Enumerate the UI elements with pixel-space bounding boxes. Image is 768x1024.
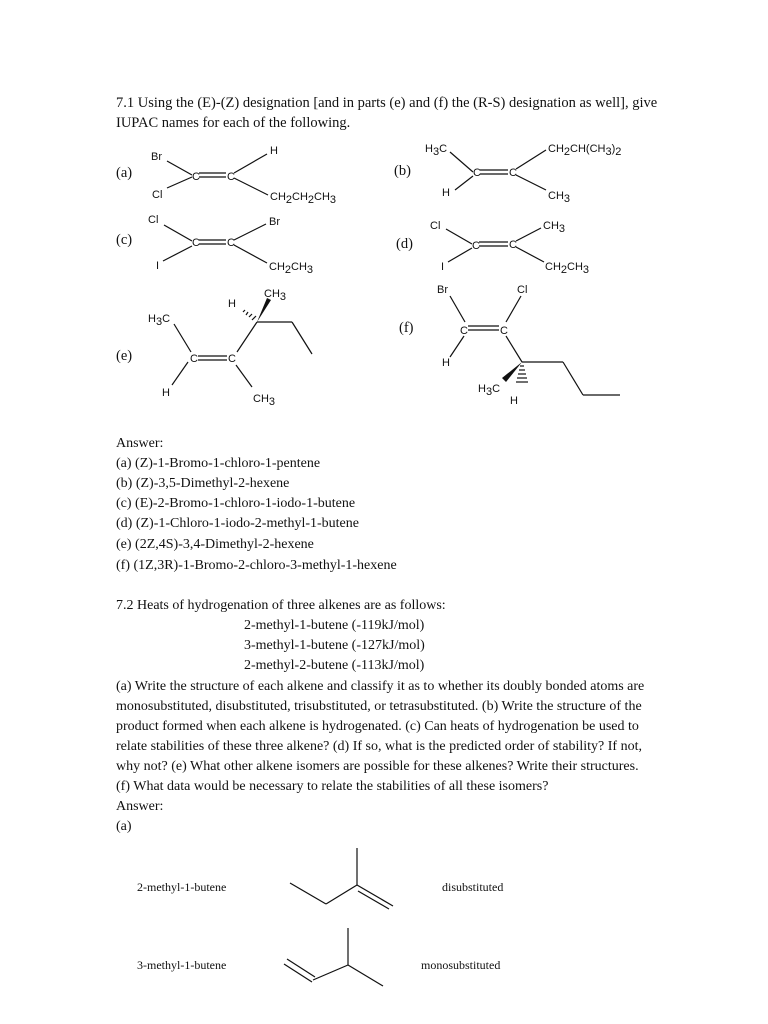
alkene-name: 2-methyl-1-butene [137, 880, 227, 894]
svg-text:H3C: H3C [425, 143, 448, 158]
q72-alkene-2: 3-methyl-1-butene (-127kJ/mol) [244, 638, 425, 653]
svg-text:CH3: CH3 [543, 220, 566, 235]
answer-e: (e) (2Z,4S)-3,4-Dimethyl-2-hexene [116, 537, 314, 552]
carbon-label: C [509, 167, 517, 179]
hydrogen-label: H [270, 145, 278, 157]
hydrogen-label: H [228, 298, 236, 310]
q71-answer-heading: Answer: [116, 436, 164, 451]
svg-text:CH3: CH3 [548, 190, 571, 205]
part-label-e: (e) [116, 348, 133, 364]
chloro-label: Cl [430, 220, 441, 232]
hydrogen-label: H [510, 395, 518, 407]
chloro-label: Cl [517, 284, 528, 296]
structure-e [140, 282, 340, 412]
part-label-c: (c) [116, 232, 133, 248]
classification: disubstituted [442, 880, 504, 894]
svg-text:CH2CH3: CH2CH3 [269, 261, 314, 276]
svg-text:CH3: CH3 [264, 288, 287, 303]
structure-a [140, 140, 360, 210]
structure-2-methyl-1-butene [290, 845, 400, 905]
svg-text:H3C: H3C [148, 313, 171, 328]
carbon-label: C [473, 167, 481, 179]
hashed-bond [243, 310, 256, 320]
q72-alkene-3: 2-methyl-2-butene (-113kJ/mol) [244, 658, 425, 673]
bromo-label: Br [437, 284, 448, 296]
carbon-label: C [228, 353, 236, 365]
part-label-a: (a) [116, 165, 133, 181]
svg-text:CH2CH2CH3: CH2CH2CH3 [270, 191, 337, 206]
carbon-label: C [472, 240, 480, 252]
structure-b [420, 138, 650, 208]
answer-b: (b) (Z)-3,5-Dimethyl-2-hexene [116, 476, 290, 491]
iodo-label: I [156, 260, 160, 272]
answer-a: (a) (Z)-1-Bromo-1-chloro-1-pentene [116, 456, 321, 471]
hashed-bond [516, 366, 528, 382]
answer-d: (d) (Z)-1-Chloro-1-iodo-2-methyl-1-butene [116, 516, 359, 531]
q72-prompt: 7.2 Heats of hydrogenation of three alkenes are as follows: [116, 598, 446, 613]
q72-alkene-1: 2-methyl-1-butene (-119kJ/mol) [244, 618, 425, 633]
iodo-label: I [441, 261, 445, 273]
carbon-label: C [192, 171, 200, 183]
q72-question-line: (a) Write the structure of each alkene and classify it as to whether its doubly bonded atoms are [116, 679, 645, 694]
classification: monosubstituted [421, 958, 501, 972]
structure-f [420, 280, 650, 410]
carbon-label: C [227, 237, 235, 249]
part-label-d: (d) [396, 236, 413, 252]
svg-text:CH2CH3: CH2CH3 [545, 261, 590, 276]
hydrogen-label: H [442, 187, 450, 199]
q72-part-label: (a) [116, 819, 132, 834]
carbon-label: C [509, 239, 517, 251]
carbon-label: C [460, 325, 468, 337]
hydrogen-label: H [162, 387, 170, 399]
structure-d [420, 212, 650, 282]
part-label-f: (f) [399, 320, 414, 336]
chloro-label: Cl [152, 189, 163, 201]
q72-answer-heading: Answer: [116, 799, 164, 814]
alkene-name: 3-methyl-1-butene [137, 958, 227, 972]
q72-question-line: (f) What data would be necessary to relate the stabilities of all these isomers? [116, 779, 549, 794]
structure-c [140, 210, 360, 280]
answer-c: (c) (E)-2-Bromo-1-chloro-1-iodo-1-butene [116, 496, 356, 511]
part-label-b: (b) [394, 163, 411, 179]
answer-f: (f) (1Z,3R)-1-Bromo-2-chloro-3-methyl-1-hexene [116, 558, 397, 573]
q71-prompt-line2: IUPAC names for each of the following. [116, 115, 351, 131]
q71-prompt-line1: 7.1 Using the (E)-(Z) designation [and in parts (e) and (f) the (R-S) designation as well], give [116, 95, 658, 111]
svg-text:CH3: CH3 [253, 393, 276, 408]
carbon-label: C [227, 171, 235, 183]
chloro-label: Cl [148, 214, 159, 226]
hydrogen-label: H [442, 357, 450, 369]
svg-text:CH2CH(CH3)2: CH2CH(CH3)2 [548, 143, 622, 158]
q72-question-line: why not? (e) What other alkene isomers are possible for these alkenes? Write their structures. [116, 759, 639, 774]
svg-text:H3C: H3C [478, 383, 501, 398]
carbon-label: C [192, 237, 200, 249]
q72-question-line: relate stabilities of these three alkene? (d) If so, what is the predicted order of stability? If not, [116, 739, 642, 754]
carbon-label: C [500, 325, 508, 337]
bromo-label: Br [269, 216, 280, 228]
bromo-label: Br [151, 151, 162, 163]
q72-question-line: product formed when each alkene is hydrogenated. (c) Can heats of hydrogenation be used to [116, 719, 639, 734]
structure-3-methyl-1-butene [282, 925, 392, 990]
q72-question-line: monosubstituted, disubstituted, trisubstituted, or tetrasubstituted. (b) Write the structure of the [116, 699, 642, 714]
carbon-label: C [190, 353, 198, 365]
